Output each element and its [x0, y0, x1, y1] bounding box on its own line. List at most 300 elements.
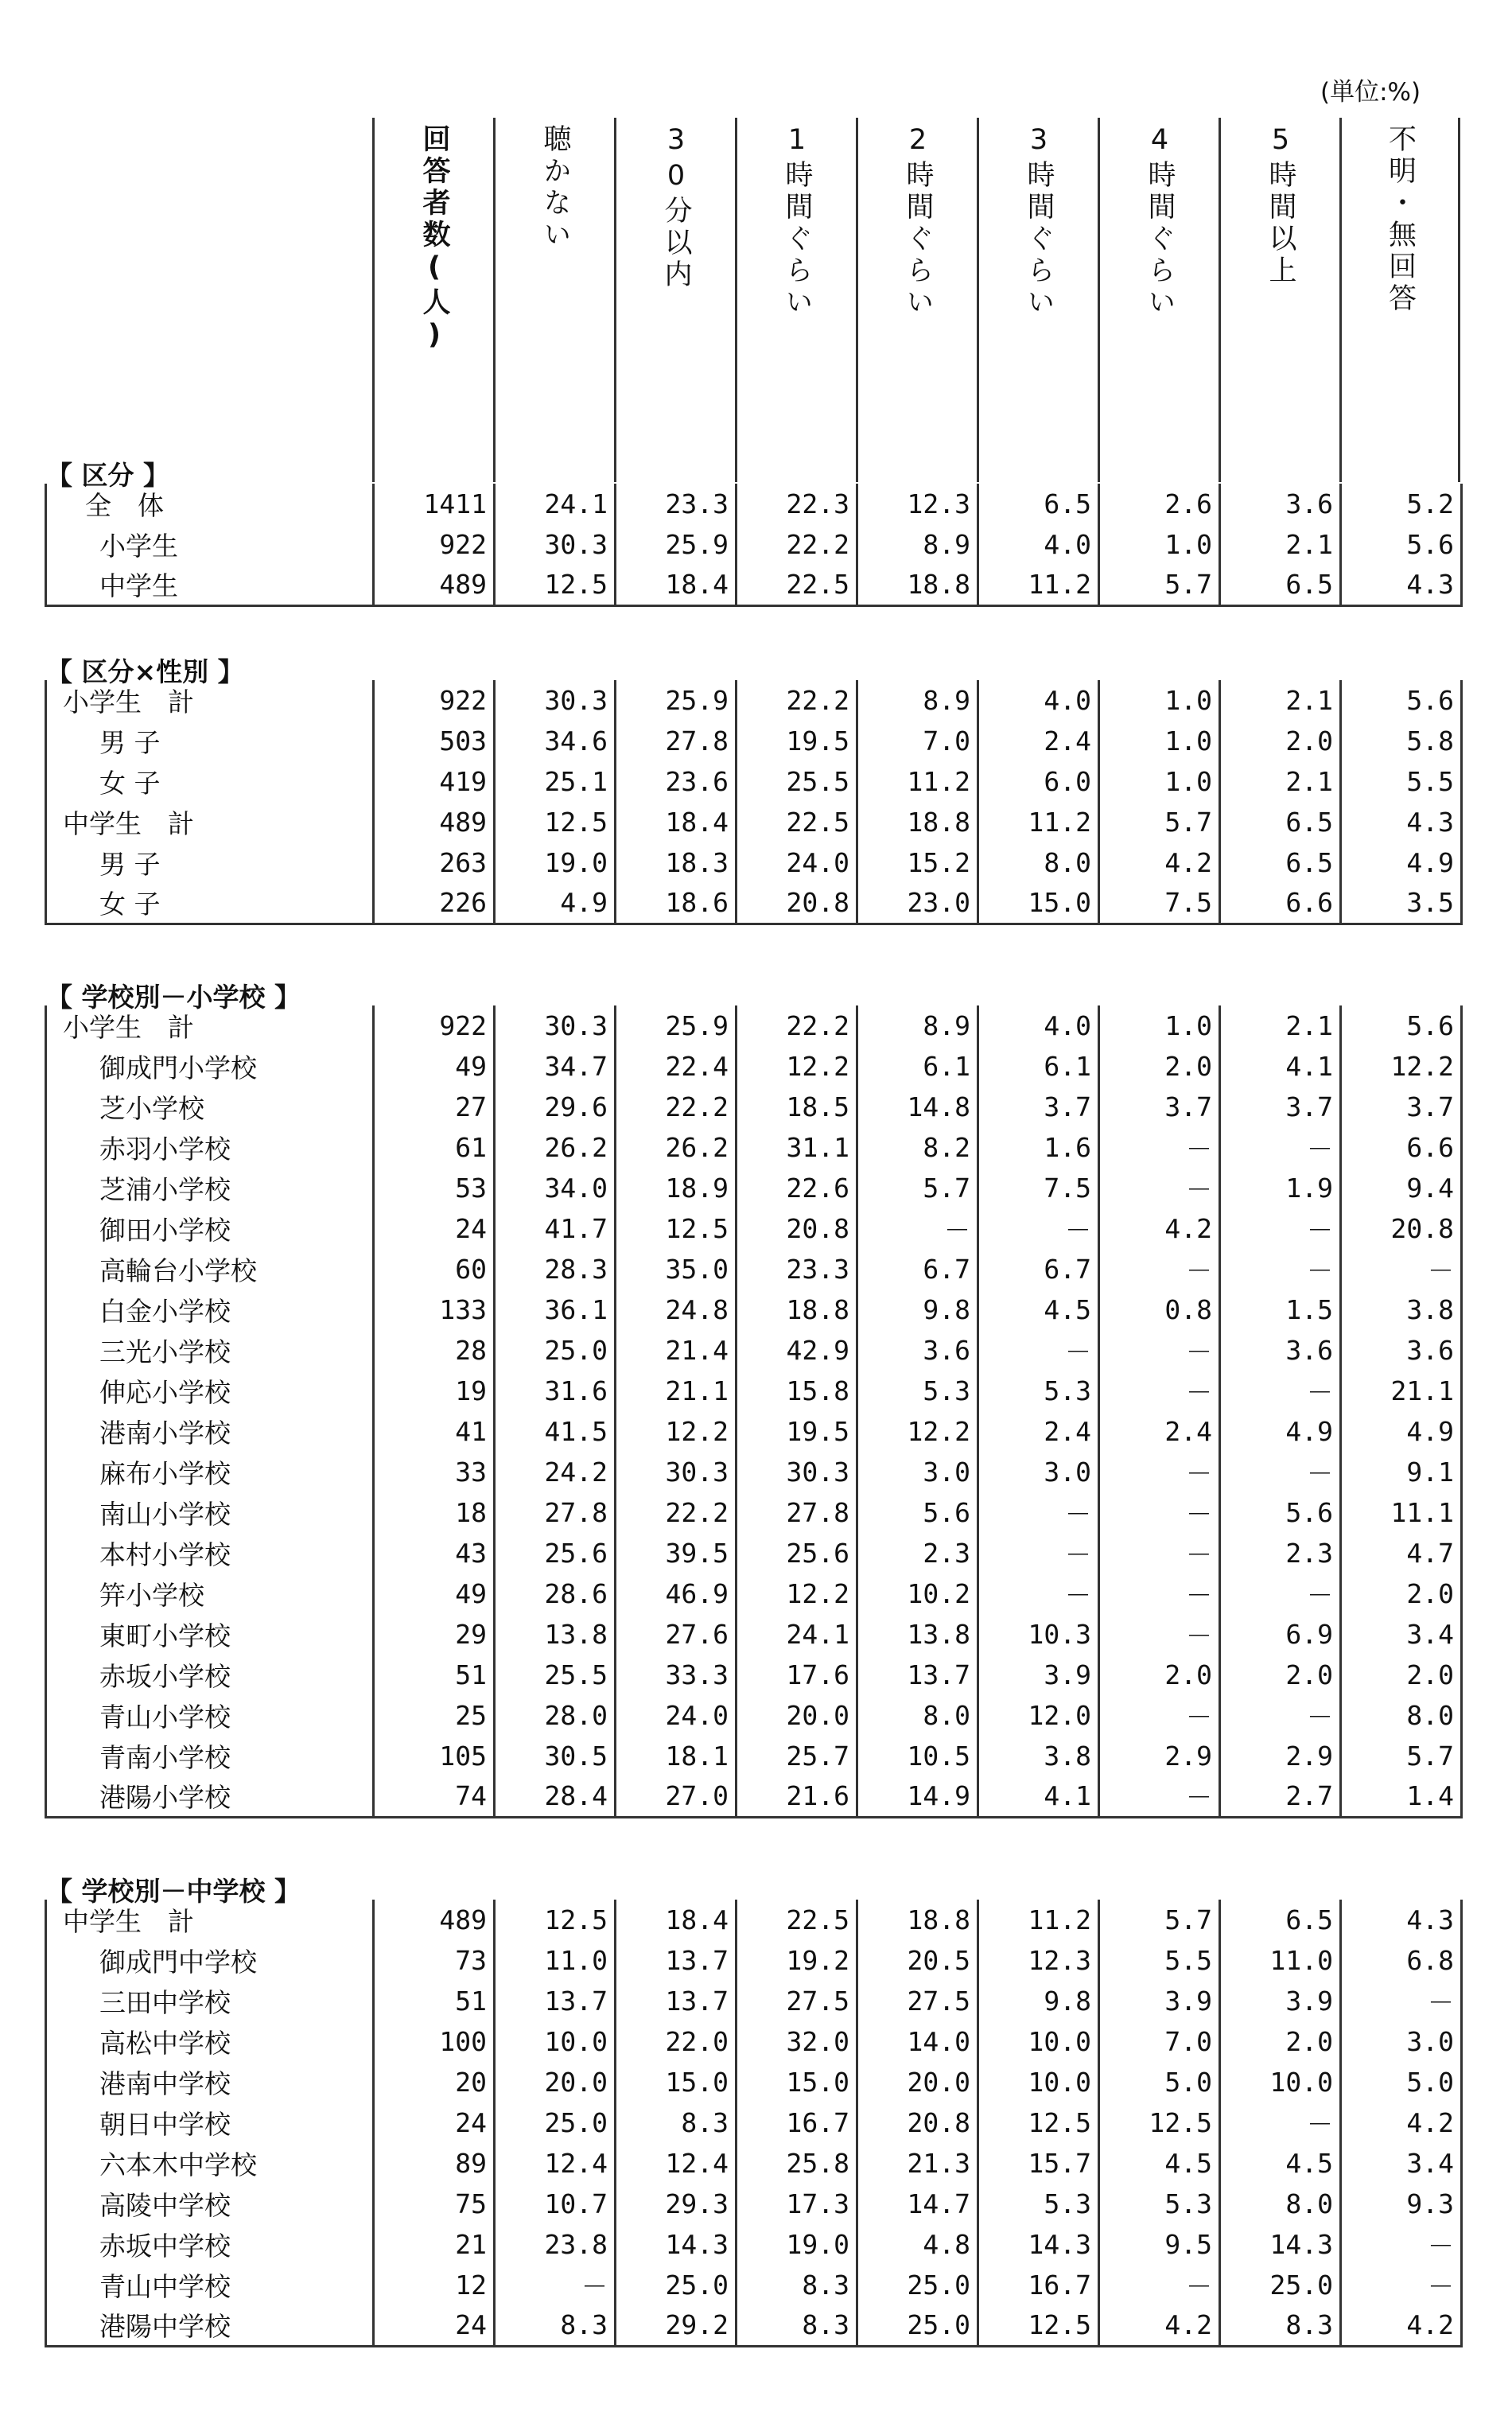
column-header-5: [977, 118, 1098, 482]
cell-value: 11.0: [1220, 1940, 1341, 1981]
cell-value: －: [978, 1330, 1099, 1371]
cell-value: 133: [374, 1289, 495, 1330]
cell-value: 12.4: [495, 2143, 616, 2184]
column-header-label: 聴かない: [539, 124, 571, 251]
cell-value: 2.6: [1099, 484, 1220, 524]
cell-value: 2.3: [1220, 1533, 1341, 1573]
cell-value: 3.6: [857, 1330, 978, 1371]
table-row: [46, 2021, 1462, 2062]
cell-value: 1.0: [1099, 524, 1220, 565]
cell-value: 18.6: [616, 883, 737, 924]
column-header-label: 5時間以上: [1265, 124, 1296, 287]
cell-value: 27.5: [857, 1981, 978, 2021]
cell-value: 3.5: [1341, 883, 1462, 924]
cell-value: 2.0: [1220, 721, 1341, 761]
cell-value: 16.7: [978, 2265, 1099, 2305]
cell-value: －: [1099, 1533, 1220, 1573]
cell-value: 18.8: [857, 565, 978, 605]
cell-value: 25.5: [737, 761, 857, 802]
cell-value: 24.1: [495, 484, 616, 524]
column-header-label: 2時間ぐらい: [902, 124, 934, 319]
cell-value: 13.8: [495, 1614, 616, 1655]
cell-value: 4.1: [1220, 1046, 1341, 1087]
cell-value: 12.5: [495, 565, 616, 605]
cell-value: 20.8: [737, 1208, 857, 1249]
cell-value: 25.0: [495, 2102, 616, 2143]
cell-value: 1.6: [978, 1127, 1099, 1168]
cell-value: 226: [374, 883, 495, 924]
cell-value: 22.2: [737, 1005, 857, 1046]
cell-value: 8.9: [857, 1005, 978, 1046]
cell-value: 13.7: [616, 1981, 737, 2021]
cell-value: 21.1: [616, 1371, 737, 1411]
cell-value: 11.2: [857, 761, 978, 802]
cell-value: 6.7: [857, 1249, 978, 1289]
row-label: 白金小学校: [46, 1289, 374, 1330]
cell-value: －: [978, 1573, 1099, 1614]
cell-value: 9.8: [978, 1981, 1099, 2021]
cell-value: 9.4: [1341, 1168, 1462, 1208]
cell-value: 22.2: [616, 1087, 737, 1127]
table-row: [46, 1330, 1462, 1371]
cell-value: 14.7: [857, 2184, 978, 2224]
table-row: [46, 1208, 1462, 1249]
cell-value: 14.8: [857, 1087, 978, 1127]
cell-value: －: [1341, 2265, 1462, 2305]
cell-value: 2.4: [978, 1411, 1099, 1452]
cell-value: 11.0: [495, 1940, 616, 1981]
cell-value: 489: [374, 565, 495, 605]
cell-value: 8.3: [616, 2102, 737, 2143]
cell-value: 4.5: [1099, 2143, 1220, 2184]
cell-value: 5.6: [1341, 1005, 1462, 1046]
cell-value: 12: [374, 2265, 495, 2305]
cell-value: 23.8: [495, 2224, 616, 2265]
cell-value: 5.3: [857, 1371, 978, 1411]
cell-value: 2.1: [1220, 761, 1341, 802]
cell-value: 89: [374, 2143, 495, 2184]
cell-value: 4.9: [495, 883, 616, 924]
cell-value: 1411: [374, 484, 495, 524]
cell-value: 20.8: [1341, 1208, 1462, 1249]
cell-value: 12.5: [495, 1900, 616, 1940]
cell-value: 20: [374, 2062, 495, 2102]
table-row: [46, 1981, 1462, 2021]
cell-value: －: [1099, 1452, 1220, 1492]
cell-value: 4.2: [1099, 1208, 1220, 1249]
cell-value: －: [1220, 1573, 1341, 1614]
cell-value: 8.9: [857, 680, 978, 721]
cell-value: 21.1: [1341, 1371, 1462, 1411]
cell-value: 13.7: [857, 1655, 978, 1695]
table-row: [46, 2184, 1462, 2224]
cell-value: 100: [374, 2021, 495, 2062]
table-row: [46, 1289, 1462, 1330]
row-label: 芝浦小学校: [46, 1168, 374, 1208]
cell-value: 8.0: [1220, 2184, 1341, 2224]
cell-value: 3.6: [1341, 1330, 1462, 1371]
cell-value: 2.3: [857, 1533, 978, 1573]
table-row: [46, 802, 1462, 842]
cell-value: 4.8: [857, 2224, 978, 2265]
row-label: 伸応小学校: [46, 1371, 374, 1411]
cell-value: 4.0: [978, 524, 1099, 565]
cell-value: 34.6: [495, 721, 616, 761]
cell-value: 22.5: [737, 802, 857, 842]
cell-value: 23.3: [737, 1249, 857, 1289]
cell-value: 4.2: [1341, 2102, 1462, 2143]
cell-value: 6.6: [1220, 883, 1341, 924]
row-label: 高陵中学校: [46, 2184, 374, 2224]
cell-value: 73: [374, 1940, 495, 1981]
cell-value: 15.7: [978, 2143, 1099, 2184]
cell-value: 25.9: [616, 680, 737, 721]
table-row: [46, 761, 1462, 802]
cell-value: －: [1220, 1695, 1341, 1736]
cell-value: 5.0: [1341, 2062, 1462, 2102]
cell-value: 0.8: [1099, 1289, 1220, 1330]
cell-value: 61: [374, 1127, 495, 1168]
cell-value: 53: [374, 1168, 495, 1208]
cell-value: 51: [374, 1655, 495, 1695]
row-label: 六本木中学校: [46, 2143, 374, 2184]
cell-value: 12.2: [857, 1411, 978, 1452]
cell-value: 3.7: [1341, 1087, 1462, 1127]
row-label: 高松中学校: [46, 2021, 374, 2062]
row-label: 笄小学校: [46, 1573, 374, 1614]
cell-value: 4.1: [978, 1776, 1099, 1817]
cell-value: 18.4: [616, 802, 737, 842]
cell-value: 10.5: [857, 1736, 978, 1776]
cell-value: 28: [374, 1330, 495, 1371]
cell-value: 15.0: [616, 2062, 737, 2102]
cell-value: 26.2: [616, 1127, 737, 1168]
cell-value: 2.1: [1220, 680, 1341, 721]
cell-value: －: [1220, 1371, 1341, 1411]
row-label: 港南中学校: [46, 2062, 374, 2102]
cell-value: 4.9: [1220, 1411, 1341, 1452]
table-row: [46, 2265, 1462, 2305]
cell-value: 27.6: [616, 1614, 737, 1655]
cell-value: 6.5: [1220, 1900, 1341, 1940]
cell-value: 22.5: [737, 565, 857, 605]
cell-value: 22.0: [616, 2021, 737, 2062]
cell-value: 35.0: [616, 1249, 737, 1289]
table-row: [46, 1371, 1462, 1411]
cell-value: 1.0: [1099, 680, 1220, 721]
cell-value: －: [1099, 1614, 1220, 1655]
row-label: 赤坂中学校: [46, 2224, 374, 2265]
cell-value: 24.0: [737, 842, 857, 883]
column-header-label: 不明・無回答: [1384, 124, 1417, 315]
table-row: [46, 1046, 1462, 1087]
cell-value: －: [978, 1492, 1099, 1533]
cell-value: 263: [374, 842, 495, 883]
cell-value: 6.1: [857, 1046, 978, 1087]
data-table: [45, 484, 1463, 607]
cell-value: 922: [374, 1005, 495, 1046]
table-row: [46, 1776, 1462, 1817]
cell-value: 2.0: [1099, 1655, 1220, 1695]
cell-value: 6.0: [978, 761, 1099, 802]
cell-value: 4.7: [1341, 1533, 1462, 1573]
table-row: [46, 721, 1462, 761]
cell-value: 25.0: [857, 2265, 978, 2305]
cell-value: 25.0: [1220, 2265, 1341, 2305]
column-header-3: [735, 118, 856, 482]
cell-value: 25.0: [495, 1330, 616, 1371]
cell-value: 3.0: [857, 1452, 978, 1492]
table-row: [46, 1452, 1462, 1492]
table-row: [46, 1127, 1462, 1168]
table-row: [46, 1533, 1462, 1573]
cell-value: 6.5: [1220, 802, 1341, 842]
cell-value: 6.8: [1341, 1940, 1462, 1981]
cell-value: 5.7: [1099, 802, 1220, 842]
cell-value: 27.8: [737, 1492, 857, 1533]
cell-value: 12.2: [616, 1411, 737, 1452]
column-header-0: [372, 118, 493, 482]
cell-value: 2.7: [1220, 1776, 1341, 1817]
cell-value: 18: [374, 1492, 495, 1533]
cell-value: 489: [374, 1900, 495, 1940]
cell-value: 3.4: [1341, 1614, 1462, 1655]
cell-value: 25.9: [616, 524, 737, 565]
cell-value: 12.0: [978, 1695, 1099, 1736]
cell-value: 22.2: [616, 1492, 737, 1533]
cell-value: 10.0: [978, 2021, 1099, 2062]
table-row: [46, 1655, 1462, 1695]
cell-value: 18.1: [616, 1736, 737, 1776]
cell-value: －: [1220, 1127, 1341, 1168]
cell-value: 4.0: [978, 680, 1099, 721]
cell-value: 25.0: [857, 2305, 978, 2346]
cell-value: 3.7: [1099, 1087, 1220, 1127]
table-row: [46, 2305, 1462, 2346]
row-label: 青南小学校: [46, 1736, 374, 1776]
cell-value: 489: [374, 802, 495, 842]
cell-value: 20.5: [857, 1940, 978, 1981]
row-label: 男 子: [46, 842, 374, 883]
table-row: [46, 1573, 1462, 1614]
cell-value: －: [1099, 1168, 1220, 1208]
cell-value: 5.0: [1099, 2062, 1220, 2102]
cell-value: 3.0: [1341, 2021, 1462, 2062]
cell-value: 5.3: [978, 2184, 1099, 2224]
cell-value: 15.8: [737, 1371, 857, 1411]
row-label: 青山小学校: [46, 1695, 374, 1736]
cell-value: 8.0: [1341, 1695, 1462, 1736]
cell-value: 2.9: [1099, 1736, 1220, 1776]
cell-value: 11.2: [978, 1900, 1099, 1940]
cell-value: －: [1341, 2224, 1462, 2265]
cell-value: 2.0: [1341, 1573, 1462, 1614]
cell-value: 19.0: [495, 842, 616, 883]
cell-value: 27.8: [495, 1492, 616, 1533]
cell-value: 18.3: [616, 842, 737, 883]
cell-value: 4.2: [1341, 2305, 1462, 2346]
cell-value: 4.0: [978, 1005, 1099, 1046]
cell-value: 25.6: [495, 1533, 616, 1573]
cell-value: 27.0: [616, 1776, 737, 1817]
cell-value: 9.8: [857, 1289, 978, 1330]
cell-value: 5.5: [1341, 761, 1462, 802]
cell-value: 5.7: [857, 1168, 978, 1208]
cell-value: 8.3: [737, 2265, 857, 2305]
cell-value: 5.7: [1099, 565, 1220, 605]
cell-value: 3.9: [978, 1655, 1099, 1695]
cell-value: 22.4: [616, 1046, 737, 1087]
cell-value: 20.8: [857, 2102, 978, 2143]
cell-value: 29.2: [616, 2305, 737, 2346]
cell-value: 25.0: [616, 2265, 737, 2305]
section-title: 【 区分×性別 】: [46, 656, 244, 687]
cell-value: 12.5: [1099, 2102, 1220, 2143]
cell-value: 4.9: [1341, 842, 1462, 883]
cell-value: 922: [374, 524, 495, 565]
cell-value: 49: [374, 1046, 495, 1087]
cell-value: 30.3: [495, 680, 616, 721]
cell-value: 6.5: [978, 484, 1099, 524]
table-row: [46, 842, 1462, 883]
cell-value: 7.5: [1099, 883, 1220, 924]
cell-value: 5.6: [1341, 524, 1462, 565]
cell-value: 2.4: [1099, 1411, 1220, 1452]
cell-value: 20.0: [737, 1695, 857, 1736]
cell-value: 8.3: [495, 2305, 616, 2346]
cell-value: 4.5: [978, 1289, 1099, 1330]
cell-value: 18.9: [616, 1168, 737, 1208]
cell-value: 8.9: [857, 524, 978, 565]
cell-value: 34.7: [495, 1046, 616, 1087]
row-label: 港南小学校: [46, 1411, 374, 1452]
cell-value: 6.6: [1341, 1127, 1462, 1168]
cell-value: －: [1220, 1249, 1341, 1289]
cell-value: 9.1: [1341, 1452, 1462, 1492]
cell-value: 12.3: [978, 1940, 1099, 1981]
cell-value: 33.3: [616, 1655, 737, 1695]
row-label: 高輪台小学校: [46, 1249, 374, 1289]
cell-value: 4.9: [1341, 1411, 1462, 1452]
cell-value: 20.0: [857, 2062, 978, 2102]
cell-value: 3.0: [978, 1452, 1099, 1492]
cell-value: 16.7: [737, 2102, 857, 2143]
cell-value: 33: [374, 1452, 495, 1492]
cell-value: －: [1099, 1695, 1220, 1736]
cell-value: 22.6: [737, 1168, 857, 1208]
cell-value: 14.3: [1220, 2224, 1341, 2265]
cell-value: 22.2: [737, 524, 857, 565]
cell-value: 12.5: [495, 802, 616, 842]
cell-value: 28.0: [495, 1695, 616, 1736]
cell-value: 3.7: [1220, 1087, 1341, 1127]
table-row: [46, 484, 1462, 524]
cell-value: 30.3: [495, 524, 616, 565]
cell-value: 25.7: [737, 1736, 857, 1776]
cell-value: 2.9: [1220, 1736, 1341, 1776]
cell-value: 8.3: [1220, 2305, 1341, 2346]
row-label: 朝日中学校: [46, 2102, 374, 2143]
cell-value: 7.0: [857, 721, 978, 761]
table-row: [46, 1695, 1462, 1736]
cell-value: 7.5: [978, 1168, 1099, 1208]
row-label: 南山小学校: [46, 1492, 374, 1533]
cell-value: 8.3: [737, 2305, 857, 2346]
cell-value: 14.0: [857, 2021, 978, 2062]
cell-value: 10.2: [857, 1573, 978, 1614]
table-row: [46, 2102, 1462, 2143]
cell-value: 24.2: [495, 1452, 616, 1492]
cell-value: 12.5: [978, 2305, 1099, 2346]
cell-value: 42.9: [737, 1330, 857, 1371]
cell-value: 4.3: [1341, 802, 1462, 842]
cell-value: 24: [374, 2305, 495, 2346]
cell-value: 24.1: [737, 1614, 857, 1655]
cell-value: 23.6: [616, 761, 737, 802]
table-row: [46, 565, 1462, 605]
cell-value: 25.8: [737, 2143, 857, 2184]
cell-value: 3.6: [1220, 1330, 1341, 1371]
table-row: [46, 680, 1462, 721]
cell-value: 922: [374, 680, 495, 721]
cell-value: 12.2: [1341, 1046, 1462, 1087]
section-title: 【 学校別－小学校 】: [46, 982, 301, 1013]
cell-value: 29: [374, 1614, 495, 1655]
cell-value: 14.3: [978, 2224, 1099, 2265]
cell-value: 4.3: [1341, 565, 1462, 605]
cell-value: 30.3: [495, 1005, 616, 1046]
cell-value: 15.2: [857, 842, 978, 883]
column-header-1: [493, 118, 614, 482]
cell-value: 17.6: [737, 1655, 857, 1695]
cell-value: 6.7: [978, 1249, 1099, 1289]
cell-value: 11.1: [1341, 1492, 1462, 1533]
cell-value: －: [1099, 1330, 1220, 1371]
cell-value: 32.0: [737, 2021, 857, 2062]
cell-value: 28.6: [495, 1573, 616, 1614]
unit-label: (単位:%): [1320, 78, 1421, 107]
cell-value: 503: [374, 721, 495, 761]
column-header-label: 4時間ぐらい: [1144, 124, 1176, 319]
cell-value: 12.2: [737, 1046, 857, 1087]
cell-value: 25.5: [495, 1655, 616, 1695]
cell-value: 9.5: [1099, 2224, 1220, 2265]
data-table: [45, 680, 1463, 925]
table-row: [46, 1087, 1462, 1127]
cell-value: 19.0: [737, 2224, 857, 2265]
cell-value: －: [1099, 1573, 1220, 1614]
cell-value: －: [1099, 2265, 1220, 2305]
cell-value: 2.0: [1341, 1655, 1462, 1695]
cell-value: 23.3: [616, 484, 737, 524]
column-header-label: 1時間ぐらい: [781, 124, 813, 319]
cell-value: 12.3: [857, 484, 978, 524]
row-label: 小学生 計: [46, 1005, 374, 1046]
cell-value: 3.8: [978, 1736, 1099, 1776]
cell-value: 27.5: [737, 1981, 857, 2021]
column-header-label: 3時間ぐらい: [1023, 124, 1055, 319]
column-header-label: 回答者数(人): [418, 124, 450, 355]
cell-value: 18.8: [737, 1289, 857, 1330]
cell-value: 6.1: [978, 1046, 1099, 1087]
cell-value: 43: [374, 1533, 495, 1573]
cell-value: 11.2: [978, 565, 1099, 605]
cell-value: 30.5: [495, 1736, 616, 1776]
cell-value: 22.3: [737, 484, 857, 524]
cell-value: 2.0: [1220, 2021, 1341, 2062]
row-label: 中学生 計: [46, 802, 374, 842]
cell-value: 5.7: [1341, 1736, 1462, 1776]
